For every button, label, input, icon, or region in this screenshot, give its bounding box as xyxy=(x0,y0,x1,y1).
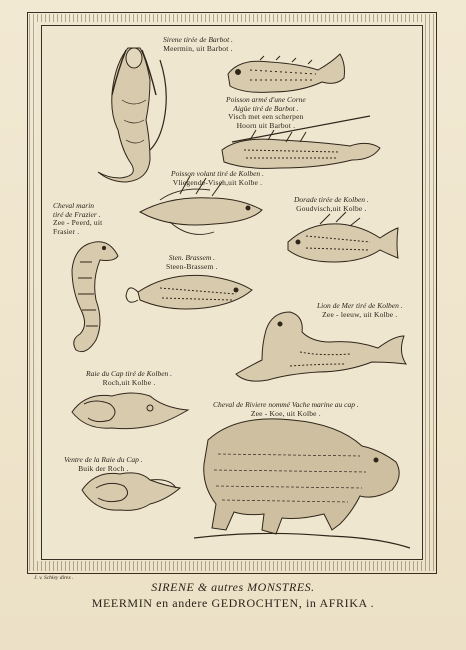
caption-cheval-marin-fr2: tiré de Frazier . xyxy=(53,209,101,219)
caption-poisson-arme-nl1: Visch met een scherpen xyxy=(228,112,304,121)
caption-poisson-volant xyxy=(171,170,264,187)
caption-ventre-nl: Buik der Roch . xyxy=(78,463,129,473)
caption-raie xyxy=(86,370,172,387)
caption-poisson-arme-fr1: Poisson armé d'une Corne xyxy=(226,95,306,104)
caption-brasem-fr: Sten. Brassem . xyxy=(168,253,215,262)
caption-cheval-marin-fr1: Cheval marin xyxy=(53,201,95,210)
caption-sirene-nl: Meermin, uit Barbot . xyxy=(163,43,233,53)
caption-poisson-arme-fr2: Aigüe tiré de Barbot . xyxy=(233,103,299,113)
caption-dorade-fr: Dorade tirée de Kolben . xyxy=(294,195,369,204)
caption-lion xyxy=(317,302,403,319)
caption-dorade-nl: Goudvisch,uit Kolbe . xyxy=(296,203,367,213)
caption-raie-fr: Raie du Cap tiré de Kolben . xyxy=(86,369,173,378)
caption-cheval-riviere-fr: Cheval de Riviere nommé Vache marine au cap . xyxy=(213,400,359,409)
caption-lion-fr: Lion de Mer tiré de Kolben . xyxy=(317,301,403,310)
caption-cheval-riviere-nl: Zee - Koe, uit Kolbe . xyxy=(250,408,321,418)
caption-brasem-nl: Steen-Brassem . xyxy=(166,261,218,271)
caption-raie-nl: Roch,uit Kolbe . xyxy=(102,377,156,387)
caption-poisson-arme xyxy=(226,96,306,130)
caption-cheval-marin xyxy=(53,202,102,236)
caption-sirene xyxy=(163,36,233,53)
caption-cheval-marin-nl1: Zee - Peerd, uit xyxy=(53,218,103,227)
seahorse xyxy=(72,242,118,352)
plate-title-dutch: MEERMIN en andere GEDROCHTEN, in AFRIKA . xyxy=(91,596,375,610)
barbot-fish xyxy=(228,54,345,92)
hippopotamus xyxy=(194,419,410,548)
caption-sirene-fr: Sirene tirée de Barbot . xyxy=(163,35,233,44)
caption-cheval-marin-nl2: Frasier . xyxy=(53,226,80,236)
caption-dorade xyxy=(294,196,369,213)
caption-brasem xyxy=(166,254,218,271)
caption-poisson-arme-nl2: Hoorn uit Barbot . xyxy=(236,120,296,130)
plate-title-french: SIRENE & autres MONSTRES. xyxy=(151,580,315,594)
ray-belly xyxy=(82,473,180,511)
caption-poisson-volant-fr: Poisson volant tiré de Kolben . xyxy=(171,169,264,178)
sea-lion xyxy=(236,309,406,381)
dorade-fish xyxy=(288,212,398,262)
engraver-credit: J. v. Schley direx . xyxy=(34,575,74,581)
brassem-fish xyxy=(126,275,252,309)
caption-ventre xyxy=(64,456,143,473)
caption-ventre-fr: Ventre de la Raie du Cap . xyxy=(64,455,143,464)
cape-ray xyxy=(72,393,188,429)
mermaid-figure xyxy=(98,48,166,182)
caption-poisson-volant-nl: Vliegende-Visch,uit Kolbe . xyxy=(172,177,263,187)
caption-cheval-riviere xyxy=(213,401,359,418)
caption-lion-nl: Zee - leeuw, uit Kolbe . xyxy=(322,309,398,319)
